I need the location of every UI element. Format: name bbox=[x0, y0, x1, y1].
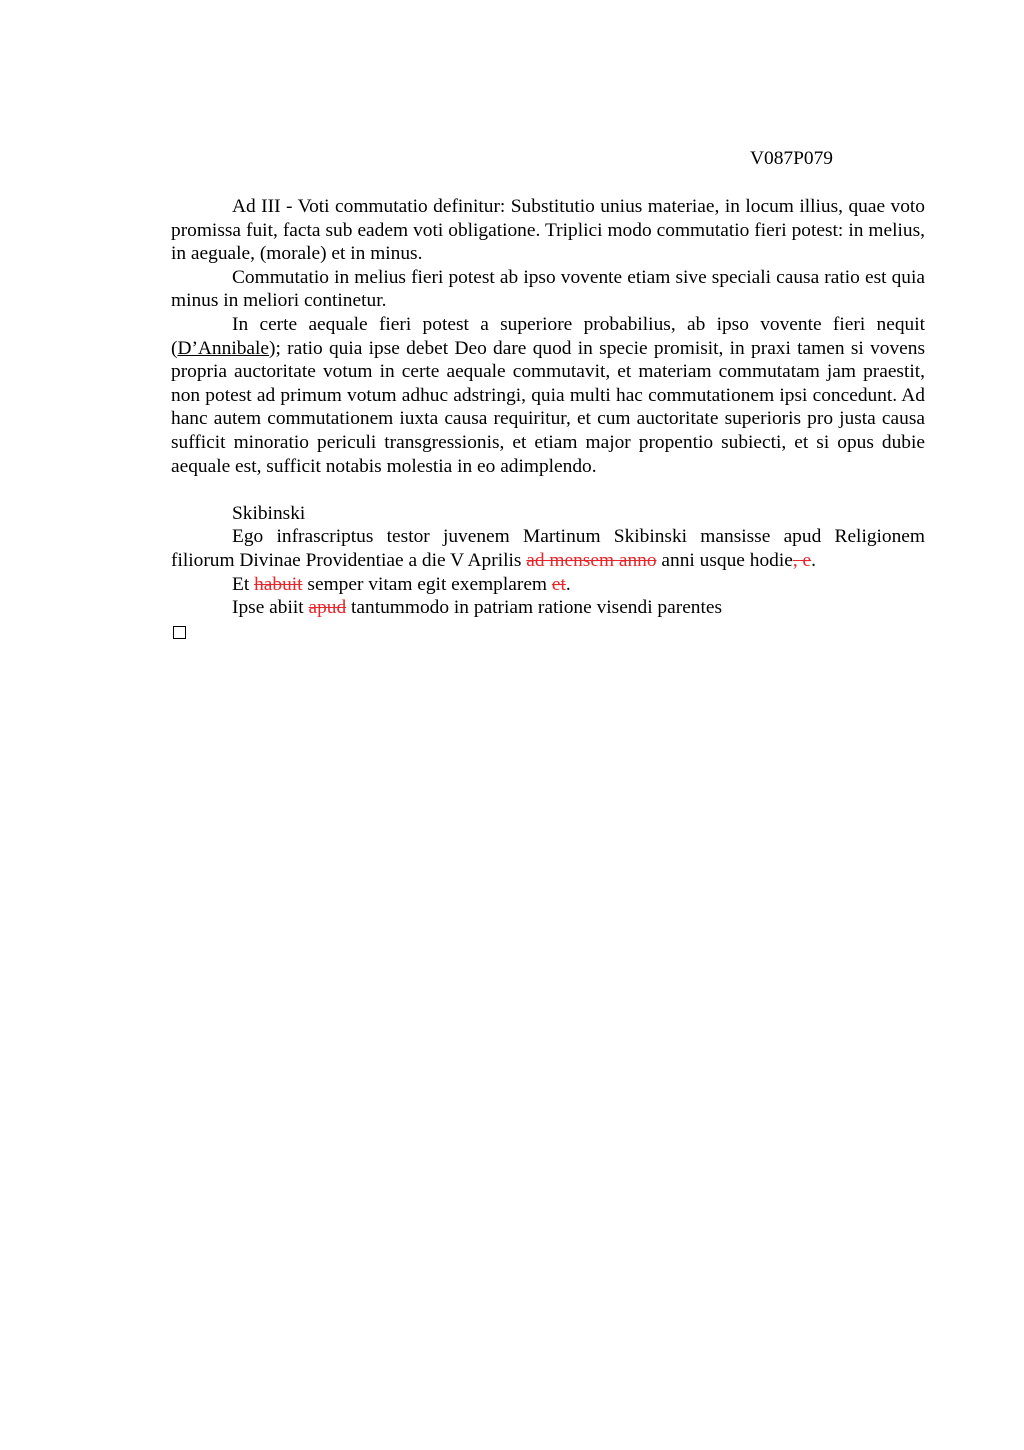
paragraph-text: Ego infrascriptus testor juvenem Martinum Skibinski mansisse apud Religionem filiorum Divinae Providentiae a die V Aprilis bbox=[171, 526, 925, 571]
deleted-text: et bbox=[551, 573, 566, 595]
paragraph-in-certe-aequale bbox=[171, 313, 925, 478]
paragraph-text: . bbox=[565, 573, 571, 595]
paragraph-voti-commutatio: Ad III - Voti commutatio definitur: Substitutio unius materiae, in locum illius, quae voto promissa fuit, facta sub eadem voti obligatione. Triplici modo commutatio fieri potest: in melius, in aeguale, (morale) et in minus. bbox=[171, 196, 925, 265]
document-body bbox=[171, 195, 925, 639]
paragraph-text: ); ratio quia ipse debet Deo dare quod in specie promisit, in praxi tamen si vovens propria auctoritate votum in certe aequale commutavit, et materiam commutatam jam praestit, non potest ad primum votum adhuc adstringi, quia multi hac commutationem ipsi concedunt. Ad hanc autem commutationem iuxta causa requiritur, et cum auctoritate superioris pro justa causa sufficit minoratio periculi transgressionis, et etiam major propentio subiecti, et si opus dubie aequale est, sufficit notabis molestia in eo adimplendo. bbox=[171, 337, 925, 477]
paragraph-exemplary-life bbox=[171, 573, 925, 597]
section-heading-skibinski: Skibinski bbox=[232, 502, 306, 524]
blank-line bbox=[171, 478, 925, 502]
paragraph-text: . bbox=[811, 549, 816, 571]
deleted-text: habuit bbox=[254, 573, 303, 595]
paragraph-text: semper vitam egit exemplarem bbox=[302, 573, 552, 595]
paragraph-text: anni usque hodie bbox=[656, 549, 793, 571]
deleted-text: ad mensem anno bbox=[526, 549, 657, 571]
paragraph-testimony bbox=[171, 525, 925, 572]
deleted-text: , e bbox=[792, 549, 812, 571]
paragraph-text: Ipse abiit bbox=[232, 597, 309, 619]
underlined-author-reference: D’Annibale bbox=[177, 337, 270, 359]
empty-checkbox-icon bbox=[173, 626, 186, 639]
deleted-text: apud bbox=[308, 597, 347, 619]
paragraph-text: In certe aequale fieri potest a superiore probabilius, ab ipso vovente fieri nequit ( bbox=[171, 313, 925, 359]
paragraph-text: tantummodo in patriam ratione visendi parentes bbox=[346, 597, 723, 619]
paragraph-departure bbox=[171, 596, 925, 620]
paragraph-text: Et bbox=[232, 573, 255, 595]
paragraph-commutatio-in-melius: Commutatio in melius fieri potest ab ipso vovente etiam sive speciali causa ratio est quia minus in meliori continetur. bbox=[171, 266, 925, 312]
page-identifier: V087P079 bbox=[750, 148, 833, 169]
